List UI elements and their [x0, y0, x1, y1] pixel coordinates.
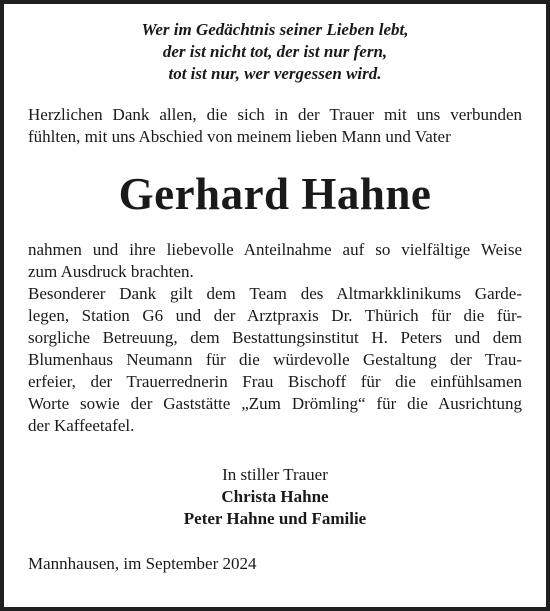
verse-line-3: tot ist nur, wer vergessen wird.	[168, 64, 382, 83]
intro-paragraph	[28, 104, 522, 148]
intro-line-2: fühlten, mit uns Abschied von meinem lieben Mann und Vater	[28, 127, 451, 146]
deceased-name: Gerhard Hahne	[118, 169, 432, 219]
special-thanks-line-4: Blumenhaus Neumann für die würdevolle Gestaltung der Trau-	[28, 350, 522, 369]
thanks-paragraph	[28, 239, 522, 283]
special-thanks-line-5: erfeier, der Trauerrednerin Frau Bischoff für die einfühlsamen	[28, 372, 522, 391]
special-thanks-line-6: Worte sowie der Gaststätte „Zum Drömling“ für die Ausrichtung	[28, 394, 522, 413]
signoff-name-1: Christa Hahne	[221, 487, 329, 506]
thanks-line-1: nahmen und ihre liebevolle Anteilnahme auf so vielfältige Weise	[28, 240, 522, 259]
special-thanks-line-3: sorgliche Betreuung, dem Bestattungsinstitut H. Peters und dem	[28, 328, 522, 347]
special-thanks-line-2: legen, Station G6 und der Arztpraxis Dr. Thürich für die für-	[28, 306, 522, 325]
signoff-intro: In stiller Trauer	[222, 465, 328, 484]
special-thanks-line-1: Besonderer Dank gilt dem Team des Altmarkklinikums Garde-	[28, 284, 522, 303]
verse-line-1: Wer im Gedächtnis seiner Lieben lebt,	[141, 20, 409, 39]
intro-line-1: Herzlichen Dank allen, die sich in der Trauer mit uns verbunden	[28, 105, 522, 124]
place-date: Mannhausen, im September 2024	[28, 554, 257, 573]
verse-line-2: der ist nicht tot, der ist nur fern,	[162, 42, 388, 61]
signoff-block	[28, 464, 522, 530]
thanks-line-2: zum Ausdruck brachten.	[28, 262, 194, 281]
memorial-verse	[28, 19, 522, 85]
signoff-name-2: Peter Hahne und Familie	[183, 509, 367, 528]
special-thanks-line-7: der Kaffeetafel.	[28, 416, 135, 435]
special-thanks-paragraph	[28, 283, 522, 437]
